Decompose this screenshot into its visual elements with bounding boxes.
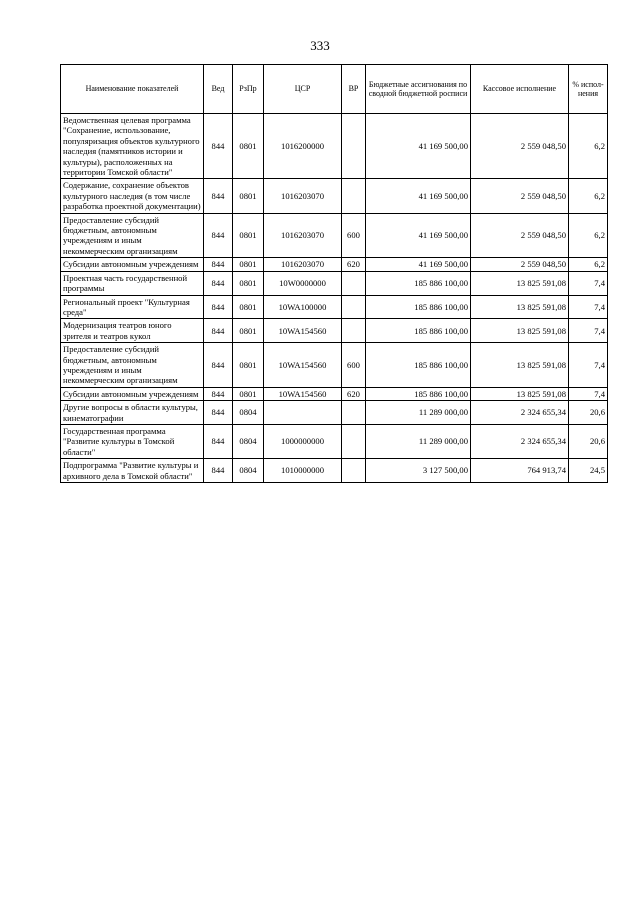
- cell-name: Другие вопросы в области культуры, кинематографии: [61, 401, 204, 425]
- cell-vr: [342, 459, 366, 483]
- cell-vr: 600: [342, 343, 366, 388]
- cell-cash-execution: 2 559 048,50: [471, 114, 569, 179]
- header-cash-execution: Кассовое исполнение: [471, 65, 569, 114]
- cell-rzpr: 0801: [233, 213, 264, 258]
- cell-assignments: 185 886 100,00: [366, 271, 471, 295]
- cell-cash-execution: 13 825 591,08: [471, 295, 569, 319]
- cell-cash-execution: 2 324 655,34: [471, 401, 569, 425]
- header-name: Наименование показателей: [61, 65, 204, 114]
- table-row: [61, 401, 608, 425]
- header-assignments: Бюджетные ассигнования по сводной бюджетной росписи: [366, 65, 471, 114]
- table-body: [61, 114, 608, 483]
- cell-csr: 1016203070: [264, 213, 342, 258]
- cell-vr: [342, 271, 366, 295]
- cell-rzpr: 0804: [233, 459, 264, 483]
- header-rzpr: РзПр: [233, 65, 264, 114]
- cell-name: Модернизация театров юного зрителя и театров кукол: [61, 319, 204, 343]
- cell-vr: [342, 295, 366, 319]
- table-row: [61, 319, 608, 343]
- cell-cash-execution: 13 825 591,08: [471, 271, 569, 295]
- cell-csr: 10W0000000: [264, 271, 342, 295]
- cell-ved: 844: [204, 114, 233, 179]
- cell-name: Государственная программа "Развитие культуры в Томской области": [61, 424, 204, 458]
- cell-assignments: 3 127 500,00: [366, 459, 471, 483]
- cell-name: Предоставление субсидий бюджетным, автономным учреждениям и иным некоммерческим организациям: [61, 213, 204, 258]
- cell-rzpr: 0801: [233, 114, 264, 179]
- page-number: 333: [310, 38, 330, 53]
- cell-name: Содержание, сохранение объектов культурного наследия (в том числе разработка проектной документации): [61, 179, 204, 213]
- cell-ved: 844: [204, 258, 233, 271]
- cell-name: Предоставление субсидий бюджетным, автономным учреждениям и иным некоммерческим организациям: [61, 343, 204, 388]
- cell-rzpr: 0801: [233, 387, 264, 400]
- cell-assignments: 41 169 500,00: [366, 213, 471, 258]
- cell-percent: 7,4: [569, 343, 608, 388]
- cell-rzpr: 0804: [233, 401, 264, 425]
- cell-rzpr: 0801: [233, 258, 264, 271]
- cell-ved: 844: [204, 179, 233, 213]
- cell-name: Подпрограмма "Развитие культуры и архивного дела в Томской области": [61, 459, 204, 483]
- cell-rzpr: 0801: [233, 295, 264, 319]
- cell-percent: 6,2: [569, 114, 608, 179]
- cell-csr: 10WA154560: [264, 319, 342, 343]
- cell-vr: [342, 179, 366, 213]
- cell-cash-execution: 2 559 048,50: [471, 213, 569, 258]
- cell-name: Ведомственная целевая программа "Сохранение, использование, популяризация объектов культурного наследия (памятников истории и культуры), расположенных на территории Томской области": [61, 114, 204, 179]
- table-row: [61, 343, 608, 388]
- cell-assignments: 11 289 000,00: [366, 401, 471, 425]
- cell-percent: 6,2: [569, 213, 608, 258]
- cell-percent: 7,4: [569, 387, 608, 400]
- cell-rzpr: 0801: [233, 343, 264, 388]
- cell-ved: 844: [204, 401, 233, 425]
- cell-csr: 10WA154560: [264, 387, 342, 400]
- header-vr: ВР: [342, 65, 366, 114]
- cell-rzpr: 0801: [233, 319, 264, 343]
- cell-csr: 10WA100000: [264, 295, 342, 319]
- cell-csr: 10WA154560: [264, 343, 342, 388]
- cell-name: Субсидии автономным учреждениям: [61, 387, 204, 400]
- cell-percent: 20,6: [569, 401, 608, 425]
- table-row: [61, 459, 608, 483]
- cell-csr: 1016203070: [264, 258, 342, 271]
- table-row: [61, 295, 608, 319]
- cell-csr: 1016200000: [264, 114, 342, 179]
- cell-vr: [342, 319, 366, 343]
- cell-ved: 844: [204, 387, 233, 400]
- cell-assignments: 41 169 500,00: [366, 179, 471, 213]
- cell-cash-execution: 764 913,74: [471, 459, 569, 483]
- cell-cash-execution: 2 559 048,50: [471, 258, 569, 271]
- cell-assignments: 41 169 500,00: [366, 258, 471, 271]
- cell-cash-execution: 13 825 591,08: [471, 319, 569, 343]
- cell-csr: 1016203070: [264, 179, 342, 213]
- table-header-row: [61, 65, 608, 114]
- table-row: [61, 258, 608, 271]
- cell-csr: 1000000000: [264, 424, 342, 458]
- cell-percent: 24,5: [569, 459, 608, 483]
- cell-vr: [342, 401, 366, 425]
- budget-table: [60, 64, 608, 483]
- cell-assignments: 185 886 100,00: [366, 343, 471, 388]
- cell-rzpr: 0801: [233, 271, 264, 295]
- cell-rzpr: 0801: [233, 179, 264, 213]
- cell-name: Субсидии автономным учреждениям: [61, 258, 204, 271]
- cell-cash-execution: 13 825 591,08: [471, 387, 569, 400]
- cell-name: Проектная часть государственной программы: [61, 271, 204, 295]
- cell-ved: 844: [204, 213, 233, 258]
- cell-vr: [342, 424, 366, 458]
- header-percent: % испол-нения: [569, 65, 608, 114]
- cell-csr: [264, 401, 342, 425]
- cell-percent: 7,4: [569, 271, 608, 295]
- cell-ved: 844: [204, 424, 233, 458]
- cell-ved: 844: [204, 271, 233, 295]
- cell-assignments: 185 886 100,00: [366, 387, 471, 400]
- cell-percent: 6,2: [569, 179, 608, 213]
- cell-percent: 20,6: [569, 424, 608, 458]
- cell-cash-execution: 13 825 591,08: [471, 343, 569, 388]
- cell-percent: 6,2: [569, 258, 608, 271]
- cell-vr: [342, 114, 366, 179]
- cell-vr: 620: [342, 258, 366, 271]
- table-row: [61, 271, 608, 295]
- cell-percent: 7,4: [569, 319, 608, 343]
- cell-ved: 844: [204, 343, 233, 388]
- cell-vr: 600: [342, 213, 366, 258]
- table-row: [61, 179, 608, 213]
- header-ved: Вед: [204, 65, 233, 114]
- cell-vr: 620: [342, 387, 366, 400]
- header-csr: ЦСР: [264, 65, 342, 114]
- cell-assignments: 11 289 000,00: [366, 424, 471, 458]
- cell-percent: 7,4: [569, 295, 608, 319]
- cell-ved: 844: [204, 319, 233, 343]
- cell-ved: 844: [204, 295, 233, 319]
- cell-csr: 1010000000: [264, 459, 342, 483]
- cell-assignments: 185 886 100,00: [366, 319, 471, 343]
- cell-cash-execution: 2 559 048,50: [471, 179, 569, 213]
- cell-cash-execution: 2 324 655,34: [471, 424, 569, 458]
- cell-name: Региональный проект "Культурная среда": [61, 295, 204, 319]
- cell-assignments: 185 886 100,00: [366, 295, 471, 319]
- cell-rzpr: 0804: [233, 424, 264, 458]
- table-row: [61, 387, 608, 400]
- cell-ved: 844: [204, 459, 233, 483]
- table-row: [61, 213, 608, 258]
- cell-assignments: 41 169 500,00: [366, 114, 471, 179]
- table-row: [61, 114, 608, 179]
- table-row: [61, 424, 608, 458]
